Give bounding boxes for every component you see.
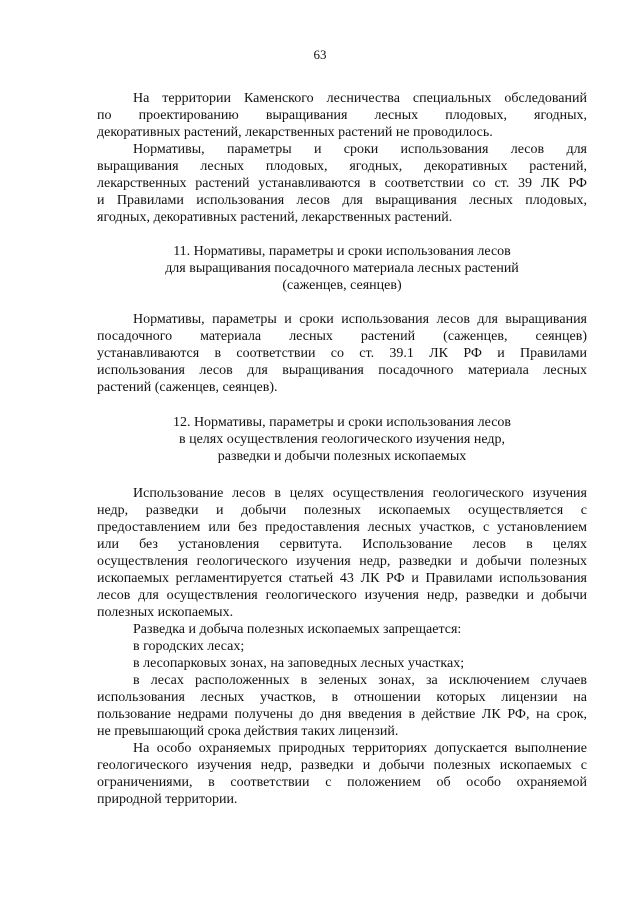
paragraph-line: Нормативы, параметры и сроки использования лесов для xyxy=(133,142,587,157)
section-heading-11: 11. Нормативы, параметры и сроки использования лесов xyxy=(173,244,511,259)
paragraph-line: геологического изучения недр, разведки и добычи полезных ископаемых с xyxy=(97,758,587,773)
section-heading-11: (саженцев, сеянцев) xyxy=(282,278,402,293)
section-heading-11: для выращивания посадочного материала лесных растений xyxy=(165,261,519,276)
paragraph-line: недр, разведки и добычи полезных ископаемых осуществляется с xyxy=(97,503,587,518)
paragraph-line: предоставлением или без предоставления лесных участков, с установлением xyxy=(97,520,587,535)
paragraph-line: по проектированию выращивания лесных плодовых, ягодных, xyxy=(97,108,587,123)
paragraph-line: полезных ископаемых. xyxy=(97,605,234,620)
paragraph-line: выращивания лесных плодовых, ягодных, декоративных растений, xyxy=(97,159,587,174)
paragraph-line: Использование лесов в целях осуществления геологического изучения xyxy=(133,486,587,501)
section-heading-12: разведки и добычи полезных ископаемых xyxy=(217,449,467,464)
paragraph-line: или без установления сервитута. Использование лесов в целях xyxy=(97,537,587,552)
page-number: 63 xyxy=(313,47,327,62)
list-item: в лесопарковых зонах, на заповедных лесных участках; xyxy=(133,656,465,671)
paragraph-line: устанавливаются в соответствии со ст. 39.1 ЛК РФ и Правилами xyxy=(97,346,587,361)
paragraph-line: декоративных растений, лекарственных растений не проводилось. xyxy=(97,125,493,140)
paragraph-line: На особо охраняемых природных территориях допускается выполнение xyxy=(133,741,587,756)
paragraph-line: пользование недрами получены до дня введения в действие ЛК РФ, на срок, xyxy=(97,707,587,722)
paragraph-line: и Правилами использования лесов для выращивания лесных плодовых, xyxy=(97,193,587,208)
paragraph-line: Нормативы, параметры и сроки использования лесов для выращивания xyxy=(133,312,587,327)
paragraph-line: не превышающий срока действия таких лицензий. xyxy=(97,724,399,739)
paragraph-line: использования лесов для выращивания посадочного материала лесных xyxy=(97,363,587,378)
paragraph-line: использования лесных участков, в отношении которых лицензии на xyxy=(97,690,587,705)
paragraph-line: ограничениями, в соответствии с положением об особо охраняемой xyxy=(97,775,587,790)
section-heading-12: 12. Нормативы, параметры и сроки использования лесов xyxy=(172,415,512,430)
paragraph-line: На территории Каменского лесничества специальных обследований xyxy=(133,91,587,106)
list-item: в городских лесах; xyxy=(133,639,245,654)
paragraph-line: природной территории. xyxy=(97,792,238,807)
section-heading-12: в целях осуществления геологического изучения недр, xyxy=(178,432,505,447)
list-item: в лесах расположенных в зеленых зонах, за исключением случаев xyxy=(133,673,587,688)
paragraph-line: ягодных, декоративных растений, лекарственных растений. xyxy=(97,210,453,225)
paragraph-line: Разведка и добыча полезных ископаемых запрещается: xyxy=(133,622,462,637)
paragraph-line: ископаемых регламентируется статьей 43 ЛК РФ и Правилами использования xyxy=(97,571,587,586)
paragraph-line: лекарственных растений устанавливаются в соответствии со ст. 39 ЛК РФ xyxy=(97,176,587,191)
paragraph-line: лесов для осуществления геологического изучения недр, разведки и добычи xyxy=(97,588,587,603)
paragraph-line: растений (саженцев, сеянцев). xyxy=(97,380,278,395)
paragraph-line: осуществления геологического изучения недр, разведки и добычи полезных xyxy=(97,554,587,569)
paragraph-line: посадочного материала лесных растений (саженцев, сеянцев) xyxy=(97,329,587,344)
